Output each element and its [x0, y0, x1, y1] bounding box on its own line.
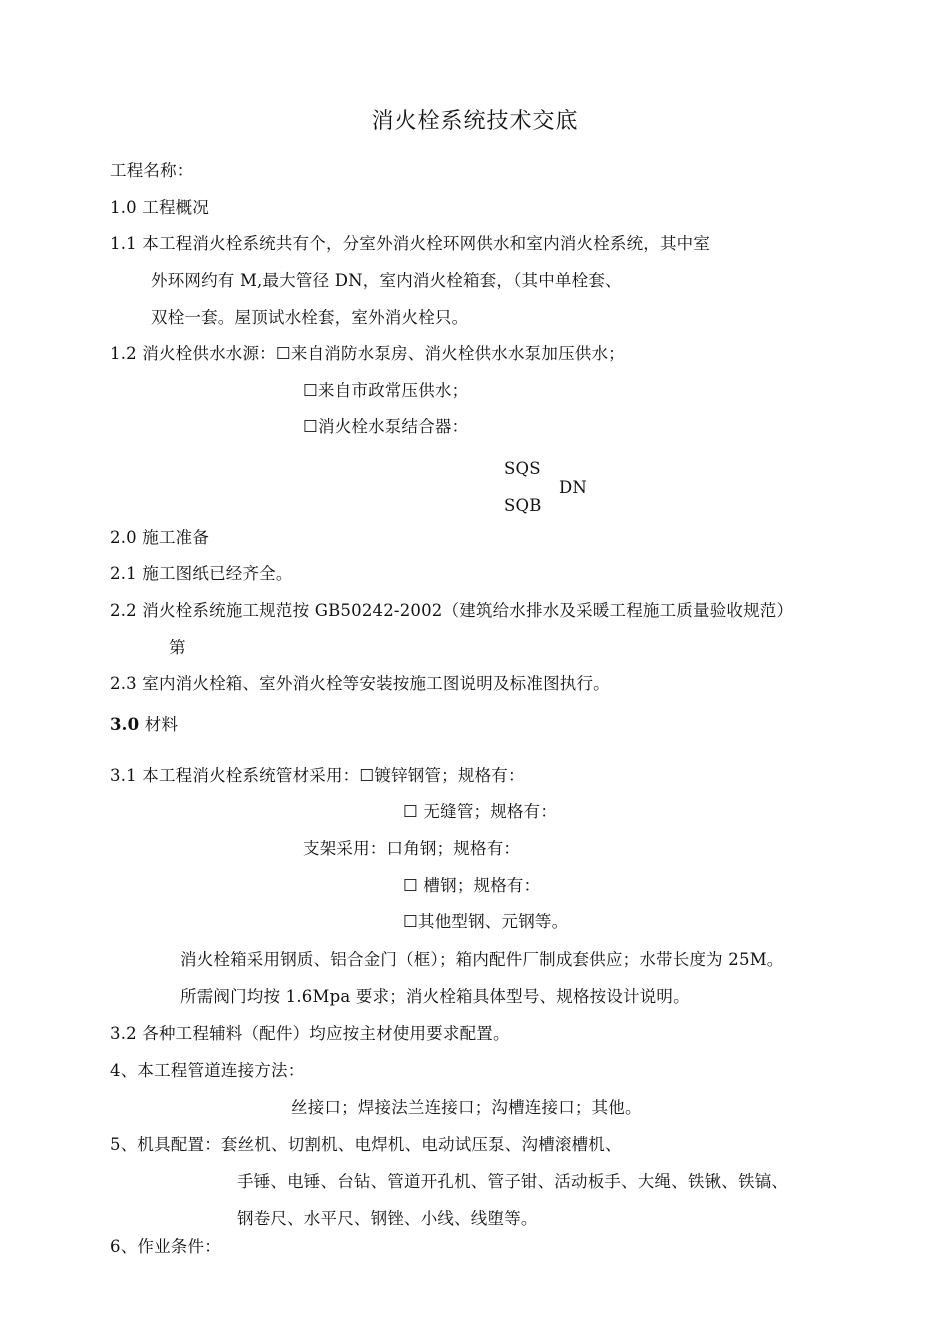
paragraph-2-2-line-1: 2.2 消火栓系统施工规范按 GB50242-2002（建筑给水排水及采暖工程施工质量验收规范） — [110, 601, 794, 620]
section-5-line-3: 钢卷尺、水平尺、钢锉、小线、线堕等。 — [237, 1209, 538, 1228]
paragraph-1-1-line-2: 外环网约有 M,最大管径 DN，室内消火栓箱套，（其中单栓套、 — [151, 271, 622, 290]
paragraph-1-2-line-1: 1.2 消火栓供水水源：☐来自消防水泵房、消火栓供水水泵加压供水； — [110, 344, 625, 363]
paragraph-2-3: 2.3 室内消火栓箱、室外消火栓等安装按施工图说明及标准图执行。 — [110, 674, 610, 693]
paragraph-3-2: 3.2 各种工程辅料（配件）均应按主材使用要求配置。 — [110, 1024, 510, 1043]
section-5-line-1: 5、机具配置：套丝机、切割机、电焊机、电动试压泵、沟槽滚槽机、 — [110, 1135, 622, 1154]
project-name-label: 工程名称： — [110, 161, 194, 180]
section-6-heading: 6、作业条件： — [110, 1237, 221, 1256]
paragraph-1-1-line-3: 双栓一套。屋顶试水栓套，室外消火栓只。 — [151, 308, 469, 327]
section-2-heading: 2.0 施工准备 — [110, 528, 210, 547]
section-3-number: 3.0 — [110, 715, 140, 734]
section-3-heading — [110, 714, 178, 736]
dn-label: DN — [559, 478, 588, 497]
section-4-heading: 4、本工程管道连接方法： — [110, 1061, 305, 1080]
paragraph-2-1: 2.1 施工图纸已经齐全。 — [110, 564, 293, 583]
paragraph-3-1-line-6: 消火栓箱采用钢质、铝合金门（框）；箱内配件厂制成套供应；水带长度为 25M。 — [180, 950, 784, 969]
paragraph-3-1-line-7: 所需阀门均按 1.6Mpa 要求；消火栓箱具体型号、规格按设计说明。 — [180, 987, 690, 1006]
section-4-content: 丝接口；焊接法兰连接口；沟槽连接口；其他。 — [291, 1098, 642, 1117]
paragraph-3-1-line-5: ☐其他型钢、元钢等。 — [403, 912, 569, 931]
paragraph-2-2-line-2: 第 — [169, 638, 186, 657]
paragraph-1-2-line-3: ☐消火栓水泵结合器： — [303, 417, 469, 436]
sqb-label: SQB — [504, 496, 542, 515]
section-5-line-2: 手锤、电锤、台钻、管道开孔机、管子钳、活动板手、大绳、铁锹、铁镐、 — [237, 1172, 789, 1191]
paragraph-3-1-line-2: ☐ 无缝管；规格有： — [403, 802, 558, 821]
paragraph-3-1-line-1: 3.1 本工程消火栓系统管材采用：☐镀锌钢管；规格有： — [110, 766, 525, 785]
page-title: 消火栓系统技术交底 — [371, 109, 579, 134]
section-3-title: 材料 — [139, 715, 179, 734]
paragraph-1-1-line-1: 1.1 本工程消火栓系统共有个，分室外消火栓环网供水和室内消火栓系统，其中室 — [110, 234, 711, 253]
sqs-label: SQS — [504, 459, 541, 478]
paragraph-1-2-line-2: ☐来自市政常压供水； — [303, 381, 469, 400]
section-1-heading: 1.0 工程概况 — [110, 198, 210, 217]
paragraph-3-1-line-4: ☐ 槽钢；规格有： — [403, 876, 541, 895]
paragraph-3-1-line-3: 支架采用：口角钢；规格有： — [303, 839, 521, 858]
